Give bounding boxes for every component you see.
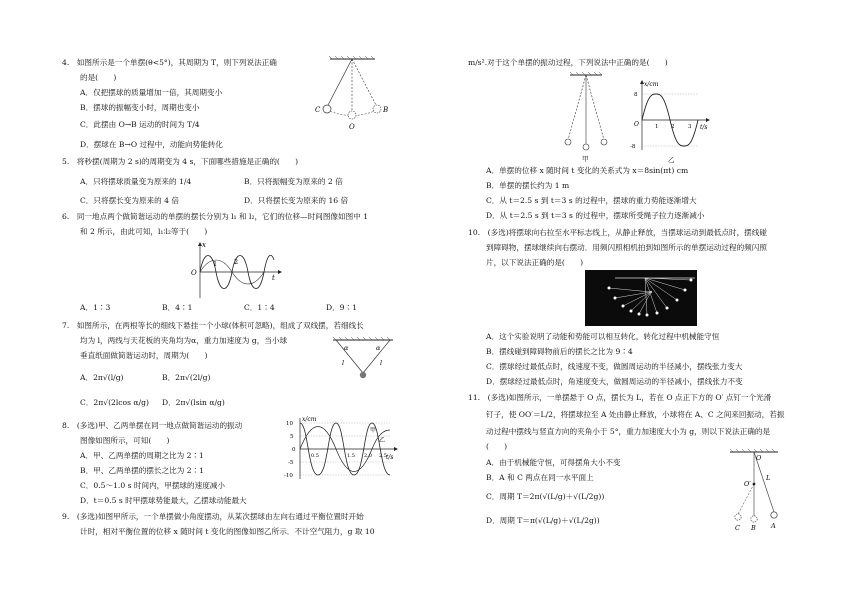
q11-stem-line4: ( ) xyxy=(486,442,508,451)
q8-stem-line1: 8. (多选)甲、乙两单摆在同一地点做简谐运动的振动 xyxy=(62,421,243,430)
q8-label-x: t/s xyxy=(386,454,394,461)
q11-label-c: C xyxy=(735,524,740,532)
q7-stem-line1: 7. 如图所示，在两根等长的细线下悬挂一个小球(体积可忽略)，组成了双线摆，若细线长 xyxy=(62,321,364,330)
q7-label-l-left: l xyxy=(342,359,345,367)
q4-option-d: D．摆球在 B→O 过程中，动能向势能转化 xyxy=(80,140,223,149)
q9-label-jia: 甲 xyxy=(582,155,589,163)
q6-stem-line2: 和 2 所示，由此可知，l₁∶l₂等于( ) xyxy=(80,227,208,236)
q5-option-b: B．只将振幅变为原来的 2 倍 xyxy=(244,177,343,186)
q4-pendulum-figure xyxy=(305,55,400,135)
q11-stem-line1: 11. (多选)如图所示，一单摆悬于 O 点，摆长为 L，若在 O 点正下方的 O′ 点钉一个光滑 xyxy=(468,393,772,402)
q10-stem-line3: 片，以下说法正确的是( ) xyxy=(486,258,584,267)
q8-label-jia: 甲 xyxy=(370,427,377,434)
q10-strobe-photo xyxy=(585,270,697,326)
q9-option-d: D．从 t＝2.5 s 到 t＝3 s 的过程中，摆球所受绳子拉力逐渐减小 xyxy=(486,211,705,220)
q9-option-b: B．单摆的摆长约为 1 m xyxy=(486,181,570,190)
q11-label-a: A xyxy=(771,522,776,530)
q8-option-a: A．甲、乙两单摆的周期之比为 2∶1 xyxy=(80,451,204,460)
q7-option-d: D．2π√(lsin α/g) xyxy=(162,398,225,407)
q4-option-c: C．此摆由 O→B 运动的时间为 T/4 xyxy=(80,120,200,129)
q11-pendulum-nail-figure xyxy=(716,448,786,532)
q5-option-d: D．只将摆长变为原来的 16 倍 xyxy=(244,196,349,205)
q8-label-yi: 乙 xyxy=(379,437,386,444)
q8-option-c: C．0.5～1.0 s 时间内，甲摆球的速度减小 xyxy=(80,481,225,490)
q8-label-y: x/cm xyxy=(302,416,317,423)
q6-option-d: D．9∶1 xyxy=(326,303,357,312)
q7-option-a: A．2π√(l/g) xyxy=(80,373,124,382)
q9-tick-3: 3 xyxy=(688,124,692,130)
q6-label-x: x xyxy=(202,241,206,249)
q9-option-a: A．单摆的位移 x 随时间 t 变化的关系式为 x＝8sin(πt) cm xyxy=(486,166,689,175)
q6-option-a: A．1∶3 xyxy=(80,303,111,312)
q8-tick-0: 0 xyxy=(292,447,296,453)
q6-xt-graph xyxy=(186,240,286,302)
q10-option-a: A．这个实验说明了动能和势能可以相互转化，转化过程中机械能守恒 xyxy=(486,332,720,341)
q6-label-o: O xyxy=(191,269,197,277)
q10-option-c: C．摆球经过最低点时，线速度不变，做圆周运动的半径减小，摆线张力变大 xyxy=(486,362,743,371)
q9-tick-m8: -8 xyxy=(630,144,636,150)
q8-tick-m5: -5 xyxy=(288,460,294,466)
q7-option-b: B．2π√(2l/g) xyxy=(162,373,211,382)
q4-label-b: B xyxy=(383,106,389,114)
q8-tick-m10: -10 xyxy=(284,473,293,479)
q9-label-x: t/s xyxy=(700,124,708,131)
q6-option-b: B．4∶1 xyxy=(162,303,193,312)
q6-label-curve2: 2 xyxy=(234,258,239,266)
q11-label-oprime: O′ xyxy=(744,480,751,488)
q4-option-a: A．仅把摆球的质量增加一倍，其周期变小 xyxy=(80,88,223,97)
q9-tick-1: 1 xyxy=(655,124,659,130)
q11-option-d: D．周期 T＝π(√(L/g)＋√(L/2g)) xyxy=(486,516,600,525)
q8-option-d: D．t＝0.5 s 时甲摆球势能最大，乙摆球动能最大 xyxy=(80,496,247,505)
q11-stem-line2: 钉子，使 OO′＝L/2，将摆球拉至 A 处由静止释放，小球将在 A、C 之间来回振动，若振 xyxy=(486,410,785,419)
q9-label-yi: 乙 xyxy=(668,156,675,164)
q4-stem-line2: 的是( ) xyxy=(80,73,117,82)
q8-tick-10: 10 xyxy=(286,421,293,427)
q9-stem-line1: 9. (多选)如图甲所示，一个单摆做小角度摆动，从某次摆球由左向右通过平衡位置时开始 xyxy=(62,512,364,521)
q11-label-b: B xyxy=(751,524,756,532)
q10-stem-line2: 到障碍物，摆球继续向右摆动．用频闪照相机拍到如图所示的单摆运动过程的频闪照 xyxy=(486,243,767,252)
q6-label-curve1: 1 xyxy=(213,260,218,268)
q5-option-c: C．只将摆长变为原来的 4 倍 xyxy=(80,196,179,205)
q4-label-o: O xyxy=(349,123,355,131)
q9-figure-yi xyxy=(628,78,714,164)
q8-tick-5: 5 xyxy=(290,434,294,440)
q7-option-c: C．2π√(2lcos α/g) xyxy=(80,398,149,407)
q9-stem-line2: 计时，相对平衡位置的位移 x 随时间 t 变化的图像如图乙所示．不计空气阻力，g 取 10 xyxy=(80,527,375,536)
q7-stem-line2: 均为 l，两线与天花板的夹角均为α，重力加速度为 g，当小球 xyxy=(80,336,288,345)
q5-option-a: A．只将摆球质量变为原来的 1/4 xyxy=(80,177,192,186)
q8-tick-05: 0.5 xyxy=(311,453,319,459)
q11-option-c: C．周期 T＝2π(√(L/g)＋√(L/2g)) xyxy=(486,492,605,501)
q7-stem-line3: 垂直纸面做简谐运动时，周期为( ) xyxy=(80,351,208,360)
q6-label-t: t xyxy=(272,274,275,282)
q7-label-alpha-left: α xyxy=(344,344,349,352)
q4-option-b: B．摆球的振幅变小时，周期也变小 xyxy=(80,103,200,112)
q10-stem-line1: 10. (多选)将摆球向右拉至水平标志线上，从静止释放，当摆球运动到最低点时，摆线碰 xyxy=(468,228,767,237)
q8-xt-graph xyxy=(278,415,404,483)
q9-option-c: C．从 t＝2.5 s 到 t＝3 s 的过程中，摆球的重力势能逐渐增大 xyxy=(486,196,697,205)
q9-label-o: O xyxy=(634,121,639,128)
q4-stem-line1: 4. 如图所示是一个单摆(θ<5°)，其周期为 T，则下列说法正确 xyxy=(62,58,277,67)
q11-label-l: L xyxy=(766,474,771,482)
q11-label-o: O xyxy=(756,454,762,462)
q11-stem-line3: 动过程中摆线与竖直方向的夹角小于 5°，重力加速度大小为 g，则以下说法正确的是 xyxy=(486,427,771,436)
q8-tick-25: 2.5 xyxy=(379,453,387,459)
q9-tick-2: 2 xyxy=(671,124,675,130)
q8-tick-20: 2.0 xyxy=(364,453,372,459)
q8-stem-line2: 图像如图所示，可知( ) xyxy=(80,436,170,445)
q8-option-b: B．甲、乙两单摆的摆长之比为 2∶1 xyxy=(80,466,204,475)
q11-option-b: B．A 和 C 两点在同一水平面上 xyxy=(486,473,594,482)
q6-stem-line1: 6. 同一地点两个做简谐运动的单摆的摆长分别为 l₁ 和 l₂，它们的位移—时间图像如图中 1 xyxy=(62,212,369,221)
q8-tick-15: 1.5 xyxy=(347,453,355,459)
q4-label-c: C xyxy=(315,106,321,114)
q9-stem-line3: m/s².对于这个单摆的振动过程，下列说法中正确的是( ) xyxy=(468,58,668,67)
q7-label-alpha-right: α xyxy=(376,344,381,352)
q6-option-c: C．1∶4 xyxy=(244,303,275,312)
q10-option-d: D．摆球经过最低点时，角速度变大，做圆周运动的半径减小，摆线张力不变 xyxy=(486,377,743,386)
q5-stem: 5. 将秒摆(周期为 2 s)的周期变为 4 s，下面哪些措施是正确的( ) xyxy=(62,157,299,166)
q7-double-pendulum-figure xyxy=(330,335,396,381)
q10-option-b: B．摆线碰到障碍物前后的摆长之比为 9∶4 xyxy=(486,347,633,356)
q9-label-y: x/cm xyxy=(644,81,659,88)
q9-figure-jia xyxy=(556,72,616,164)
q11-option-a: A．由于机械能守恒，可得摆角大小不变 xyxy=(486,458,621,467)
q7-label-l-right: l xyxy=(380,359,383,367)
q9-tick-8: 8 xyxy=(634,92,638,98)
